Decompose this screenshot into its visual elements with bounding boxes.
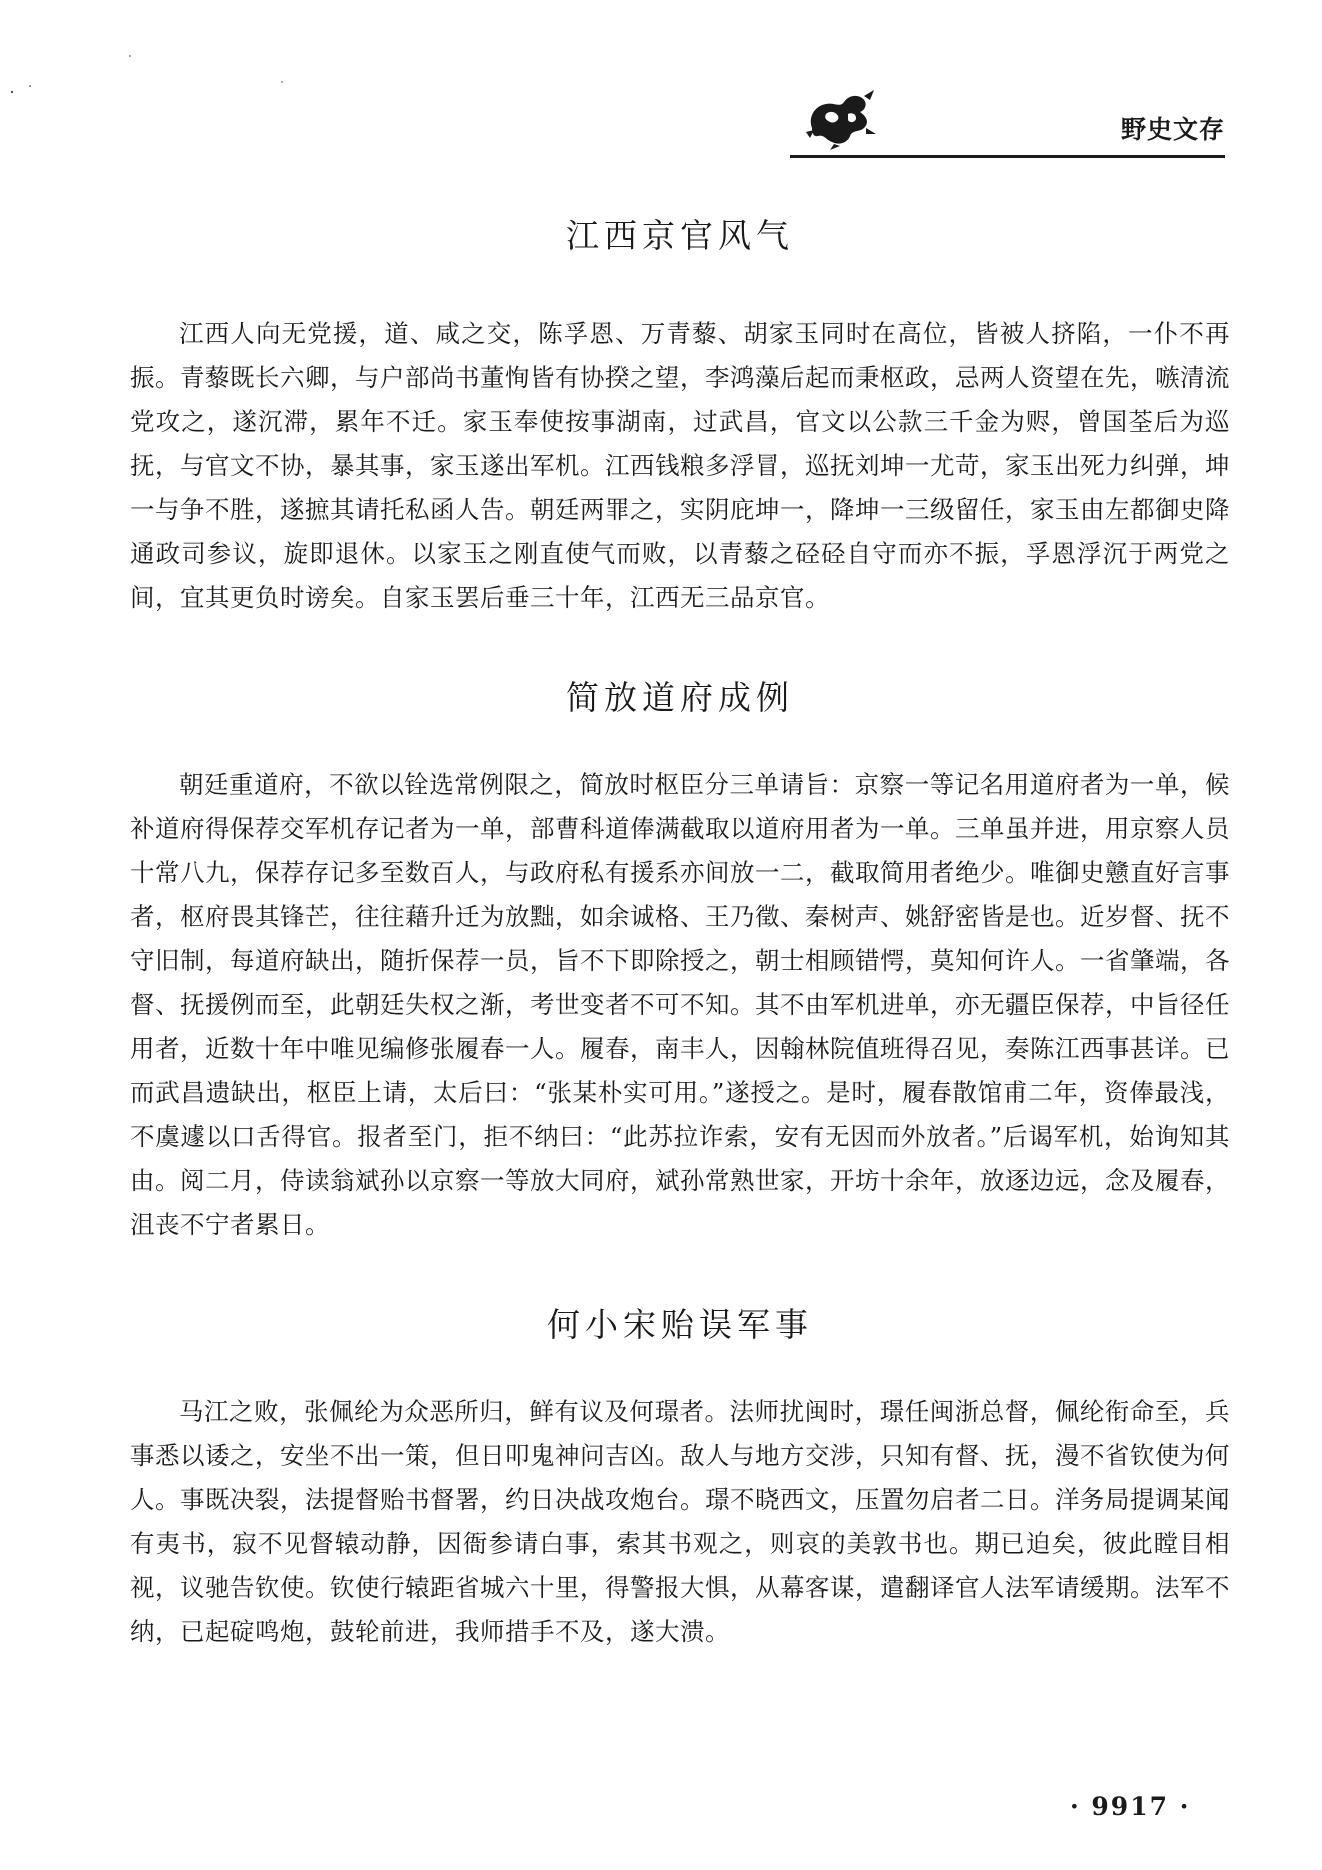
section-body: 马江之败，张佩纶为众恶所归，鲜有议及何璟者。法师扰闽时，璟任闽浙总督，佩纶衔命至，兵事悉以诿之，安坐不出一策，但日叩鬼神问吉凶。敌人与地方交涉，只知有督、抚，漫不省钦使为何人。事既决裂，法提督贻书督署，约日决战攻炮台。璟不晓西文，压置勿启者二日。洋务局提调某闻有夷书，寂不见督辕动静，因衙参请白事，索其书观之，则哀的美敦书也。期已迫矣，彼此瞠目相视，议驰告钦使。钦使行辕距省城六十里，得警报大惧，从幕客谋，遣翻译官人法军请缓期。法军不纳，已起碇鸣炮，鼓轮前进，我师措手不及，遂大溃。 [130,1397,1230,1646]
section-body: 江西人向无党援，道、咸之交，陈孚恩、万青藜、胡家玉同时在高位，皆被人挤陷，一仆不再振。青藜既长六卿，与户部尚书董恂皆有协揆之望，李鸿藻后起而秉枢政，忌两人资望在先，嗾清流党攻之，遂沉滞，累年不迁。家玉奉使按事湖南，过武昌，官文以公款三千金为赆，曾国荃后为巡抚，与官文不协，暴其事，家玉遂出军机。江西钱粮多浮冒，巡抚刘坤一尤苛，家玉出死力纠弹，坤一与争不胜，遂摭其请托私函人告。朝廷两罪之，实阴庇坤一，降坤一三级留任，家玉由左都御史降通政司参议，旋即退休。以家玉之刚直使气而败，以青藜之硁硁自守而亦不振，孚恩浮沉于两党之间，宜其更负时谤矣。自家玉罢后垂三十年，江西无三品京官。 [130,319,1230,612]
section-body: 朝廷重道府，不欲以铨选常例限之，简放时枢臣分三单请旨：京察一等记名用道府者为一单，候补道府得保荐交军机存记者为一单，部曹科道俸满截取以道府用者为一单。三单虽并进，用京察人员十常八九，保荐存记多至数百人，与政府私有援系亦间放一二，截取简用者绝少。唯御史戆直好言事者，枢府畏其锋芒，往往藉升迁为放黜，如余诚格、王乃徵、秦树声、姚舒密皆是也。近岁督、抚不守旧制，每道府缺出，随折保荐一员，旨不下即除授之，朝士相顾错愕，莫知何许人。一省肇端，各督、抚援例而至，此朝廷失权之渐，考世变者不可不知。其不由军机进单，亦无疆臣保荐，中旨径任用者，近数十年中唯见编修张履春一人。履春，南丰人，因翰林院值班得召见，奏陈江西事甚详。已而武昌遗缺出，枢臣上请，太后曰：“张某朴实可用。”遂授之。是时，履春散馆甫二年，资俸最浅，不虞遽以口舌得官。报者至门，拒不纳曰：“此苏拉诈索，安有无因而外放者。”后谒军机，始询知其由。阅二月，侍读翁斌孙以京察一等放大同府，斌孙常熟世家，开坊十余年，放逐边远，念及履春，沮丧不宁者累日。 [130,770,1230,1239]
page-number: · 9917 · [1070,1792,1191,1821]
section-title: 何小宋贻误军事 [547,1305,813,1344]
dragon-emblem-icon [804,88,878,150]
page-content [130,205,1230,1654]
scan-specks [0,0,300,120]
header-rule [790,155,1225,158]
section-title: 简放道府成例 [566,678,794,717]
series-title: 野史文存 [1120,115,1225,144]
running-header [790,78,1225,158]
section-title: 江西京官风气 [566,216,794,255]
